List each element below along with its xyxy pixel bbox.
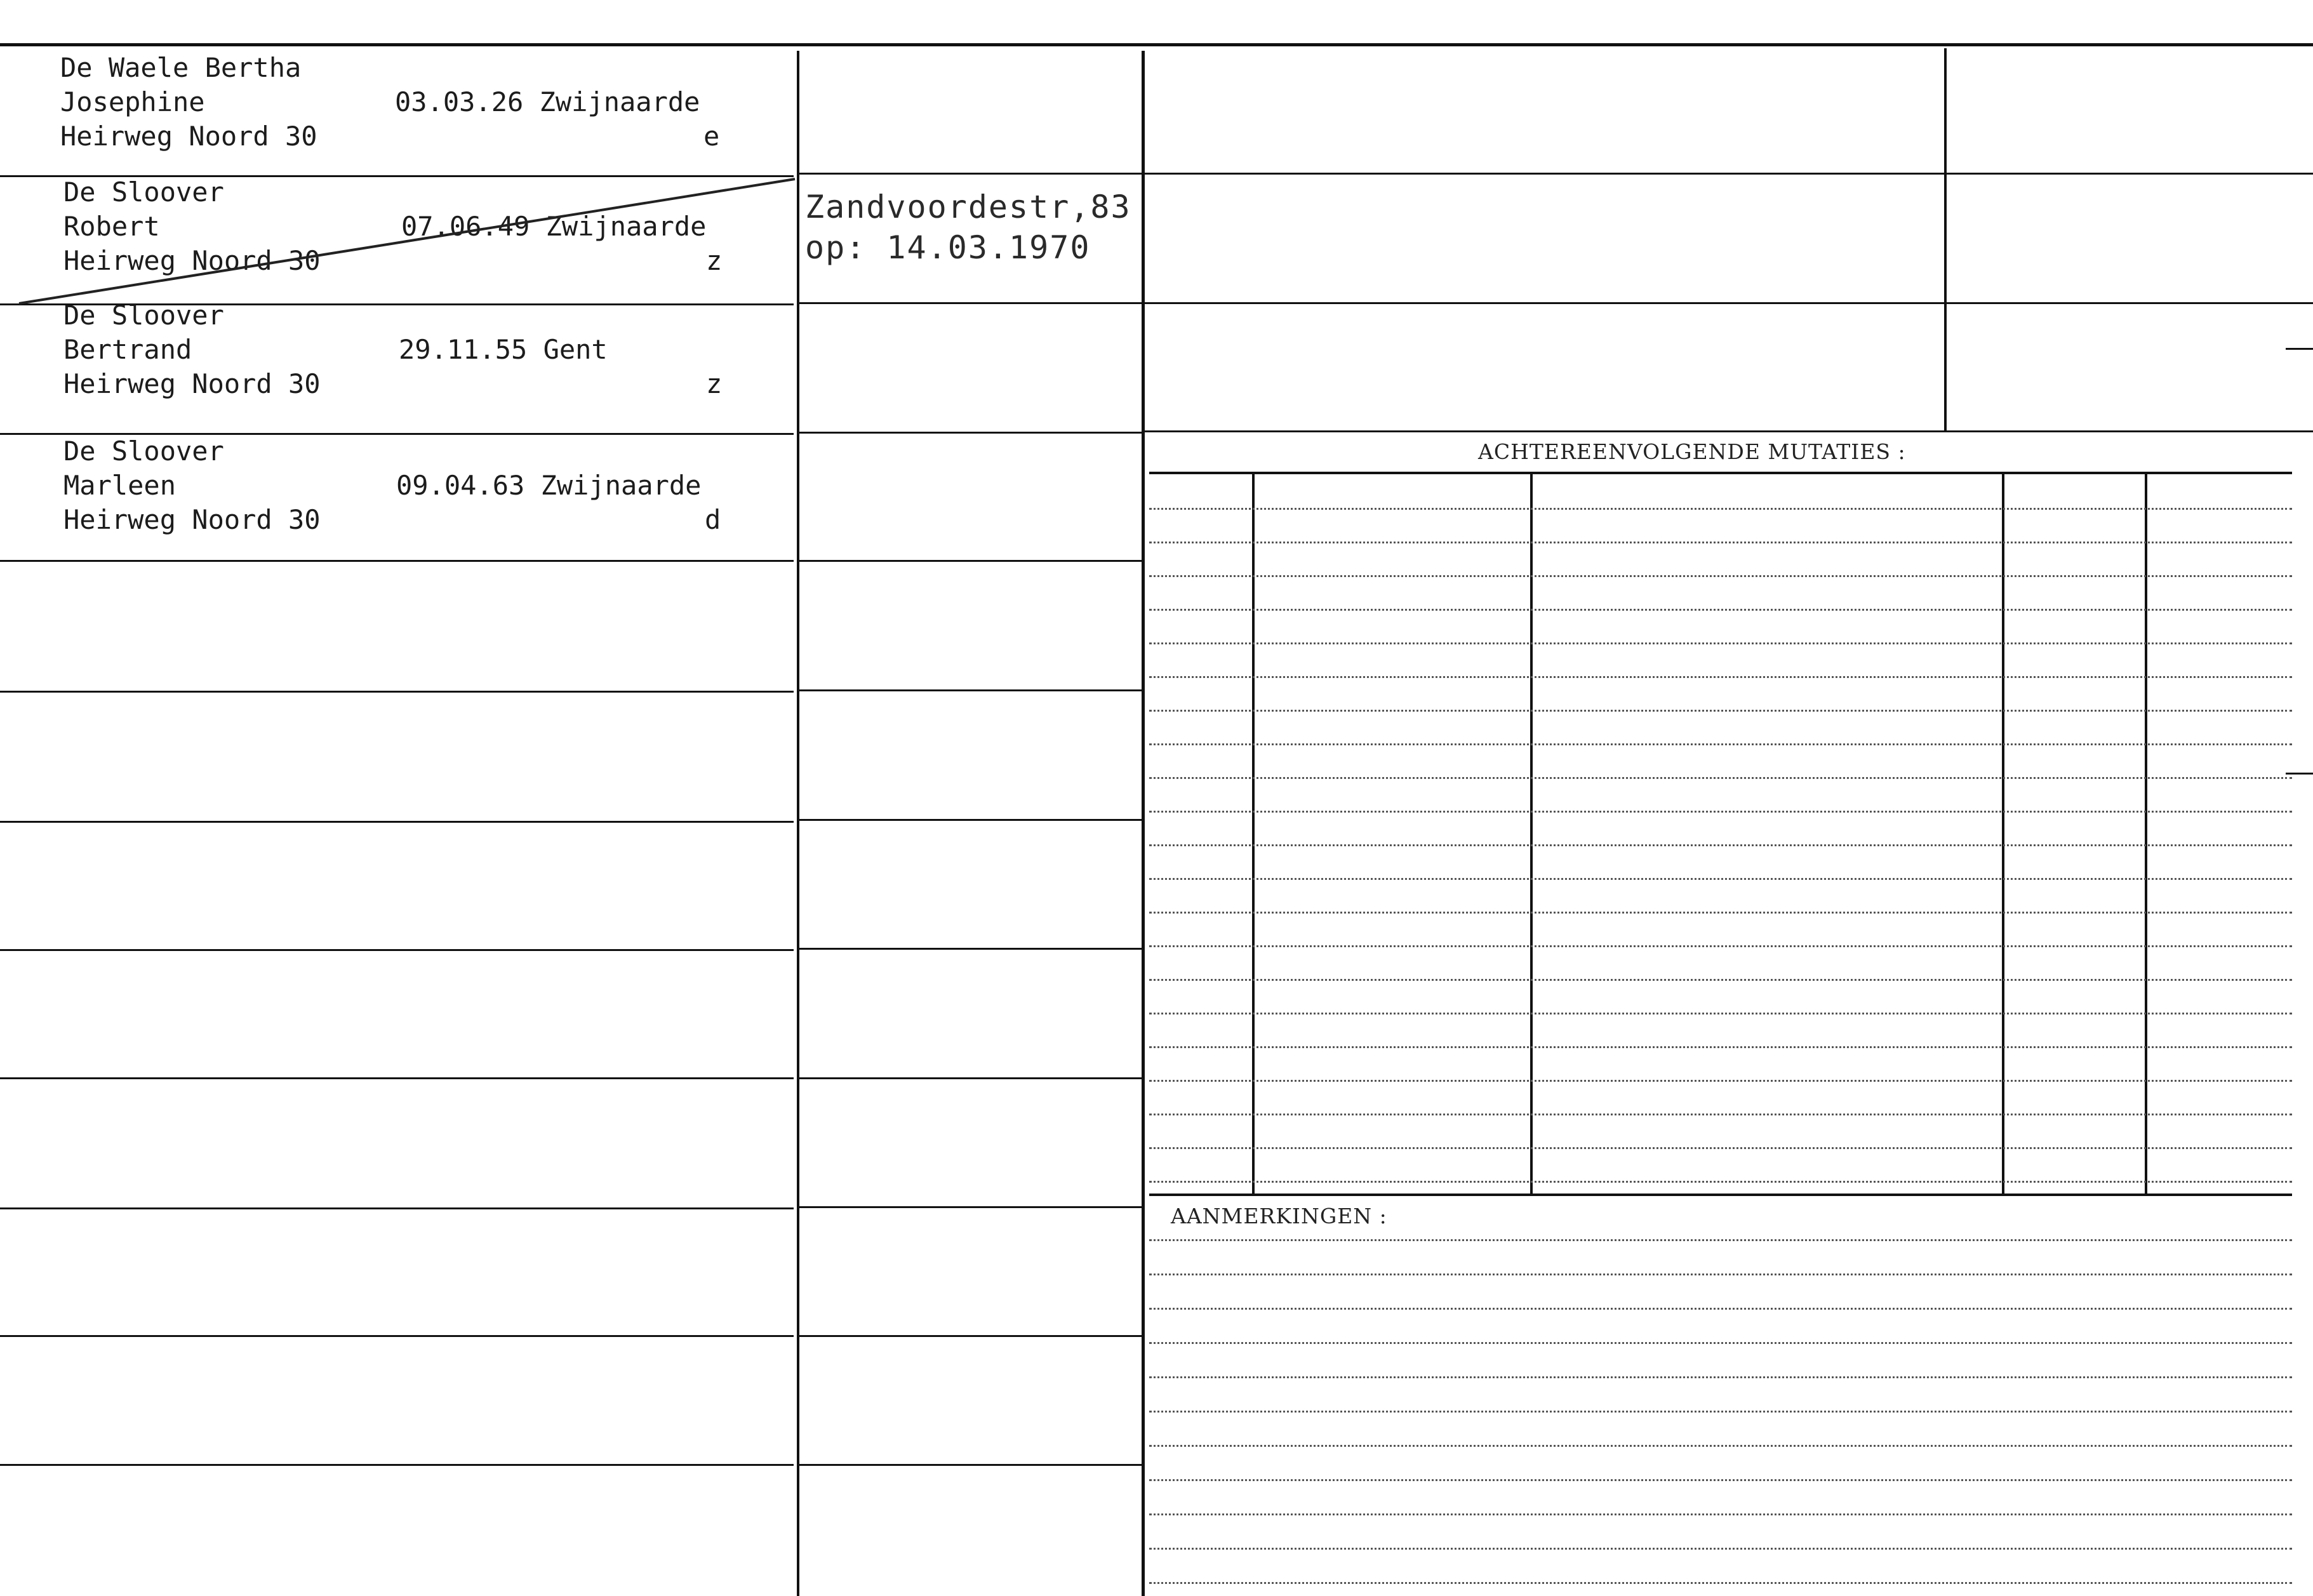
mutaties-ruling-line bbox=[1149, 979, 2292, 981]
entry-firstname: Bertrand bbox=[63, 334, 192, 365]
row-sep-middle bbox=[799, 560, 1142, 562]
entry-code: z bbox=[706, 368, 723, 399]
entry-name: De Sloover bbox=[63, 176, 224, 208]
mutaties-ruling-line bbox=[1149, 844, 2292, 846]
row-sep-left bbox=[0, 1464, 794, 1466]
row-sep-left bbox=[0, 1335, 794, 1337]
entry-address: Heirweg Noord 30 bbox=[60, 121, 317, 152]
row-sep-middle bbox=[799, 432, 1142, 434]
mutaties-ruling-line bbox=[1149, 743, 2292, 745]
row-sep-middle bbox=[799, 173, 1142, 175]
mutaties-col-divider bbox=[1530, 473, 1533, 1194]
row-sep-left bbox=[0, 691, 794, 693]
mutaties-ruling-line bbox=[1149, 912, 2292, 914]
mutaties-ruling-line bbox=[1149, 710, 2292, 712]
mutaties-ruling-line bbox=[1149, 642, 2292, 644]
mutaties-ruling-line bbox=[1149, 945, 2292, 947]
row-sep-middle bbox=[799, 1077, 1142, 1079]
aanmerkingen-ruling-line bbox=[1149, 1445, 2292, 1447]
row-sep-right bbox=[1145, 430, 2313, 432]
mutaties-top-border bbox=[1149, 472, 2292, 474]
entry-code: d bbox=[705, 504, 721, 535]
mutaties-ruling-line bbox=[1149, 878, 2292, 880]
mutaties-ruling-line bbox=[1149, 1013, 2292, 1014]
row-sep-left bbox=[0, 949, 794, 951]
aanmerkingen-ruling-line bbox=[1149, 1239, 2292, 1241]
entry-code: e bbox=[703, 121, 720, 152]
entry-firstname: Josephine bbox=[60, 86, 205, 117]
edge-tick bbox=[2286, 348, 2313, 350]
mutaties-ruling-line bbox=[1149, 811, 2292, 813]
mutaties-ruling-line bbox=[1149, 609, 2292, 611]
row-sep-middle bbox=[799, 948, 1142, 950]
row-sep-left bbox=[0, 1207, 794, 1209]
row-sep-middle bbox=[799, 302, 1142, 304]
aanmerkingen-ruling-line bbox=[1149, 1342, 2292, 1344]
move-date: op: 14.03.1970 bbox=[805, 229, 1091, 266]
mutaties-col-divider bbox=[1252, 473, 1255, 1194]
row-sep-left bbox=[0, 560, 794, 562]
divider-middle bbox=[1142, 51, 1145, 1596]
mutaties-ruling-line bbox=[1149, 777, 2292, 779]
entry-birth: 09.04.63 Zwijnaarde bbox=[396, 470, 702, 501]
entry-firstname: Marleen bbox=[63, 470, 177, 501]
mutaties-ruling-line bbox=[1149, 575, 2292, 577]
mutaties-ruling-line bbox=[1149, 542, 2292, 543]
aanmerkingen-ruling-line bbox=[1149, 1411, 2292, 1413]
mutaties-ruling-line bbox=[1149, 508, 2292, 510]
entry-address: Heirweg Noord 30 bbox=[63, 245, 321, 276]
mutaties-col-divider bbox=[2145, 473, 2147, 1194]
row-sep-middle bbox=[799, 689, 1142, 691]
mutaties-ruling-line bbox=[1149, 1181, 2292, 1183]
row-sep-left bbox=[0, 1077, 794, 1079]
aanmerkingen-ruling-line bbox=[1149, 1273, 2292, 1275]
row-sep-right bbox=[1145, 173, 2313, 175]
entry-birth: 03.03.26 Zwijnaarde bbox=[395, 86, 700, 117]
mutaties-ruling-line bbox=[1149, 1080, 2292, 1082]
row-sep-left bbox=[0, 821, 794, 823]
row-sep-middle bbox=[799, 819, 1142, 821]
row-sep-right bbox=[1145, 302, 2313, 304]
entry-name: De Sloover bbox=[63, 300, 224, 331]
mutaties-col-divider bbox=[2002, 473, 2004, 1194]
entry-birth: 07.06.49 Zwijnaarde bbox=[401, 211, 707, 242]
row-sep-middle bbox=[799, 1335, 1142, 1337]
mutaties-ruling-line bbox=[1149, 676, 2292, 678]
entry-code: z bbox=[706, 245, 723, 276]
aanmerkingen-ruling-line bbox=[1149, 1548, 2292, 1550]
mutaties-ruling-line bbox=[1149, 1147, 2292, 1149]
divider-right-top bbox=[1944, 48, 1947, 430]
row-sep-middle bbox=[799, 1206, 1142, 1208]
entry-address: Heirweg Noord 30 bbox=[63, 368, 321, 399]
edge-tick bbox=[2286, 773, 2313, 775]
entry-address: Heirweg Noord 30 bbox=[63, 504, 321, 535]
aanmerkingen-ruling-line bbox=[1149, 1376, 2292, 1378]
entry-name: De Sloover bbox=[63, 436, 224, 467]
aanmerkingen-title: AANMERKINGEN : bbox=[1171, 1204, 1387, 1228]
aanmerkingen-ruling-line bbox=[1149, 1513, 2292, 1515]
entry-birth: 29.11.55 Gent bbox=[399, 334, 608, 365]
row-sep-middle bbox=[799, 1464, 1142, 1466]
strike-through-line bbox=[0, 171, 800, 311]
aanmerkingen-ruling-line bbox=[1149, 1582, 2292, 1584]
mutaties-bottom-border bbox=[1149, 1194, 2292, 1196]
mutaties-title: ACHTEREENVOLGENDE MUTATIES : bbox=[1478, 439, 1906, 464]
aanmerkingen-ruling-line bbox=[1149, 1308, 2292, 1310]
mutaties-ruling-line bbox=[1149, 1114, 2292, 1115]
top-border bbox=[0, 43, 2313, 46]
aanmerkingen-ruling-line bbox=[1149, 1479, 2292, 1481]
entry-name: De Waele Bertha bbox=[60, 52, 302, 83]
mutaties-ruling-line bbox=[1149, 1046, 2292, 1048]
entry-firstname: Robert bbox=[63, 211, 160, 242]
move-address: Zandvoordestr,83 bbox=[805, 189, 1131, 225]
